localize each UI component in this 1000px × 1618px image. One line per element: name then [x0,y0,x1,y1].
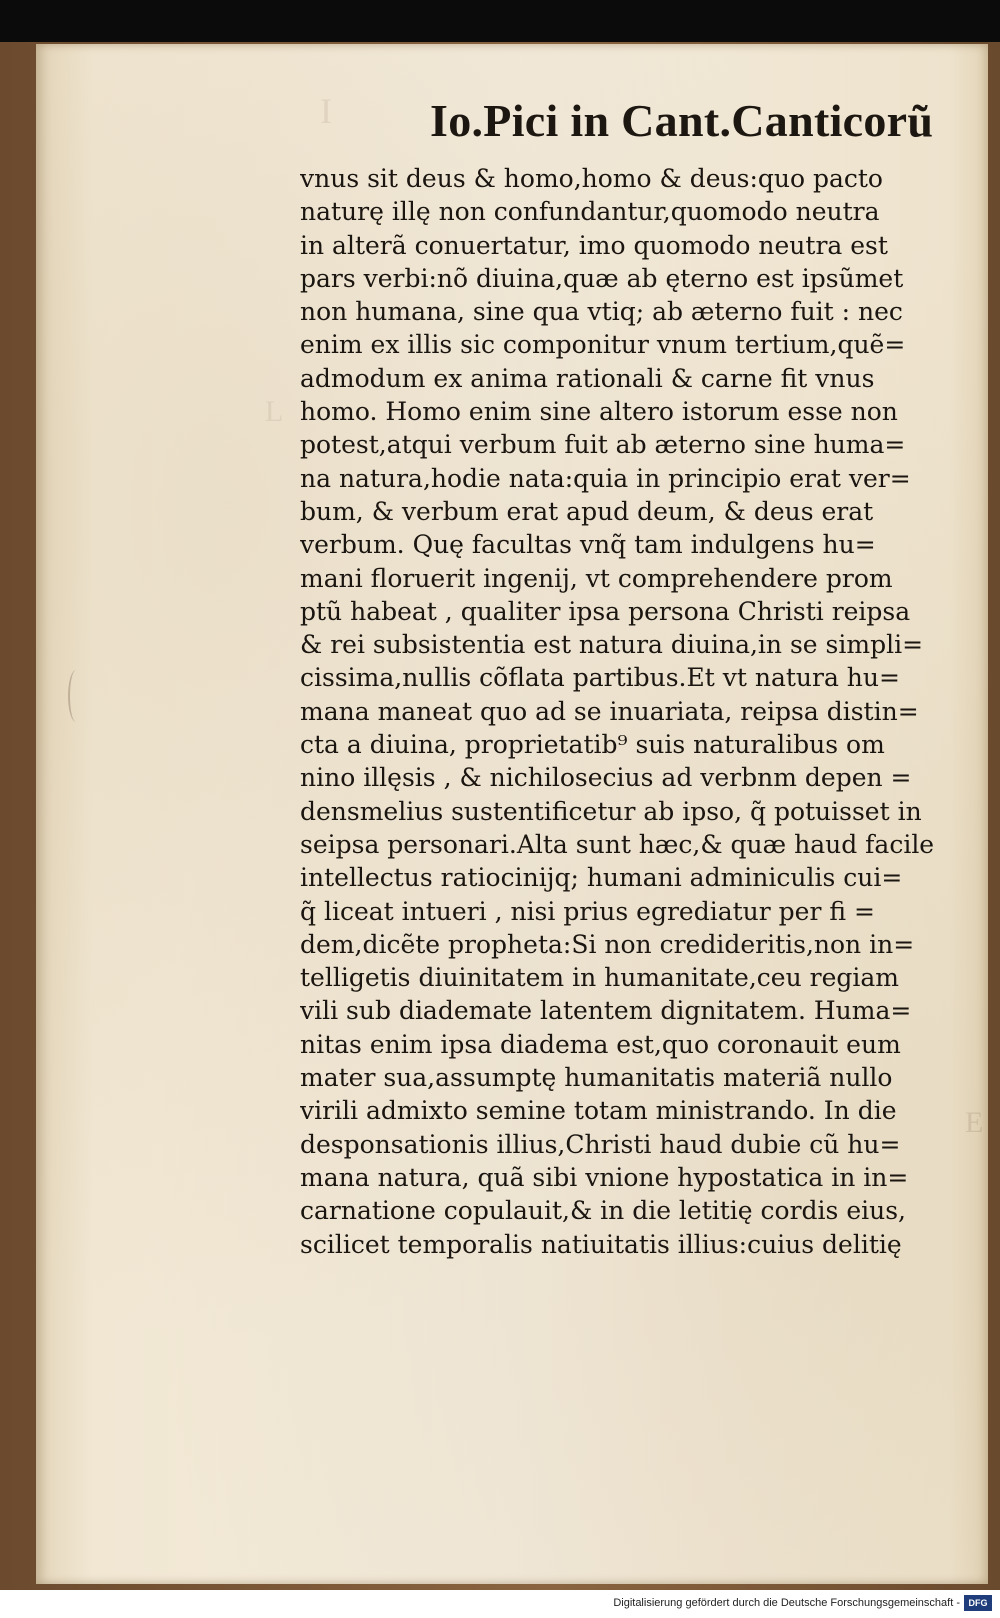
text-line: seipsa personari.Alta sunt hæc,& quæ haud facile [300,829,935,859]
text-line: naturę illę non confundantur,quomodo neutra [300,197,880,227]
text-line: homo. Homo enim sine altero istorum esse non [300,397,898,427]
text-line: mana natura, quã sibi vnione hypostatica in in= [300,1162,909,1192]
text-line: na natura,hodie nata:quia in principio erat ver= [300,463,911,493]
dfg-logo: DFG [964,1595,992,1611]
text-line: telligetis diuinitatem in humanitate,ceu regiam [300,963,899,993]
body-text [300,162,960,1261]
text-line: densmelius sustentificetur ab ipso, q̃ potuisset in [300,796,922,826]
text-line: intellectus ratiocinijq; humani adminiculis cui= [300,863,903,893]
text-line: & rei subsistentia est natura diuina,in se simpli= [300,630,924,660]
text-line: in alterã conuertatur, imo quomodo neutra est [300,230,888,260]
text-line: nino illęsis , & nichilosecius ad verbnm depen = [300,763,912,793]
margin-mark [68,670,84,722]
text-line: cissima,nullis cõflata partibus.Et vt natura hu= [300,663,900,693]
funding-credit: Digitalisierung gefördert durch die Deutsche Forschungsgemeinschaft - [613,1597,960,1609]
text-line: dem,dicẽte propheta:Si non credideritis,non in= [300,929,915,959]
show-through-mark: E [965,1106,984,1139]
text-line: enim ex illis sic componitur vnum tertium,quẽ= [300,330,906,360]
text-line: non humana, sine qua vtiq; ab æterno fuit : nec [300,297,903,327]
text-line: scilicet temporalis natiuitatis illius:cuius delitię [300,1229,902,1259]
footer-bar [0,1590,1000,1618]
text-line: mana maneat quo ad se inuariata, reipsa distin= [300,696,919,726]
text-line: vnus sit deus & homo,homo & deus:quo pacto [300,164,883,193]
text-line: vili sub diademate latentem dignitatem. Huma= [300,996,912,1026]
text-line: mater sua,assumptę humanitatis materiã nullo [300,1063,893,1093]
text-line: ptũ habeat , qualiter ipsa persona Christi reipsa [300,596,911,626]
show-through-mark: L [265,395,284,428]
text-line: admodum ex anima rationali & carne fit vnus [300,363,875,393]
text-line: potest,atqui verbum fuit ab æterno sine huma= [300,430,906,460]
running-header: Io.Pici in Cant.Canticorũ [430,95,934,146]
text-line: bum, & verbum erat apud deum, & deus erat [300,496,874,526]
show-through-mark: I [320,91,332,131]
text-line: verbum. Quę facultas vnq̃ tam indulgens hu= [300,530,876,560]
text-line: q̃ liceat intueri , nisi prius egrediatur per fi = [300,896,875,926]
text-line: pars verbi:nõ diuina,quæ ab ęterno est ipsũmet [300,263,904,293]
text-line: virili admixto semine totam ministrando. In die [300,1096,897,1126]
text-line: desponsationis illius,Christi haud dubie cũ hu= [300,1129,901,1159]
text-line: nitas enim ipsa diadema est,quo coronauit eum [300,1029,901,1059]
text-line: carnatione copulauit,& in die letitię cordis eius, [300,1196,906,1226]
text-line: mani floruerit ingenij, vt comprehendere prom [300,563,893,593]
scan-top-border [0,0,1000,42]
text-line: cta a diuina, proprietatib⁹ suis naturalibus om [300,730,885,760]
